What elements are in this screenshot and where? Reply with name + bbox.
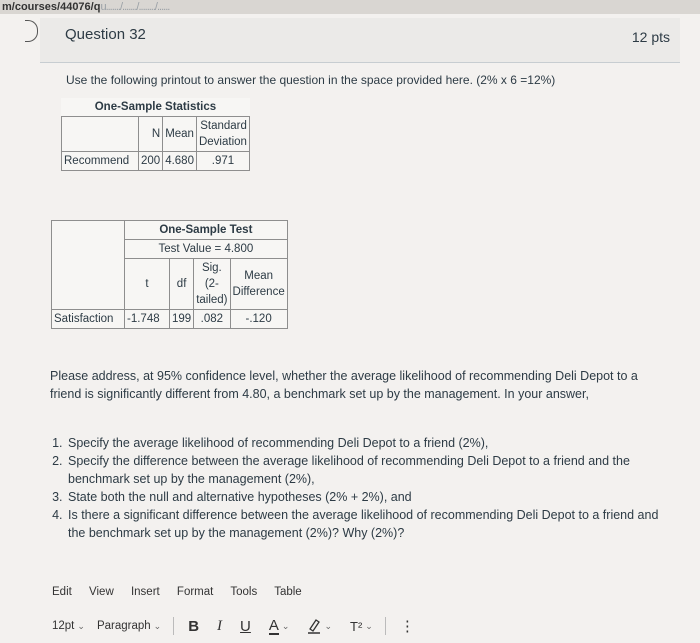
url-text: m/courses/44076/q [2,1,101,13]
browser-url-bar[interactable] [0,0,700,14]
chevron-down-icon: ⌄ [77,620,85,631]
question-header [40,18,680,63]
url-blurred-text: u......./......./......../...... [100,1,170,13]
col-sig: Sig. (2- tailed) [194,259,230,310]
toolbar-divider [385,617,386,635]
cell-mean: 4.680 [163,152,197,171]
menu-table[interactable]: Table [274,586,302,598]
menu-tools[interactable]: Tools [230,586,258,598]
menu-insert[interactable]: Insert [130,586,160,598]
highlighter-icon [307,618,321,634]
table-row [52,310,288,329]
list-item: 4. Is there a significant difference between the average likelihood of recommending Deli Depot to a friend and the benchmark set up by the management (2%)? Why (2%)? [66,506,676,542]
question-items-list [50,434,676,542]
italic-button[interactable]: I [217,617,223,634]
block-format-select[interactable]: Paragraph ⌄ [96,620,162,632]
cell-std-dev: .971 [196,152,249,171]
question-points: 12 pts [631,29,670,45]
question-title: Question 32 [65,26,146,43]
col-std-dev: Standard Deviation [196,117,249,152]
test-value: Test Value = 4.800 [125,240,288,259]
cell-sig: .082 [194,310,230,329]
toolbar-divider [173,617,174,635]
list-item: 1. Specify the average likelihood of recommending Deli Depot to a friend (2%), [66,434,676,452]
col-t: t [125,259,170,310]
editor-menubar [52,586,316,598]
table-title: One-Sample Test [125,221,288,240]
menu-format[interactable]: Format [176,586,214,598]
table-row [62,152,250,171]
superscript-button[interactable]: T² ⌄ [350,618,373,634]
editor-toolbar [52,614,415,638]
chevron-down-icon: ⌄ [365,620,373,631]
chevron-down-icon: ⌄ [153,620,162,631]
col-df: df [170,259,194,310]
cell-df: 199 [170,310,194,329]
list-item: 3. State both the null and alternative hypotheses (2% + 2%), and [66,488,676,506]
table-title: One-Sample Statistics [94,101,217,113]
underline-button[interactable]: U [240,617,251,635]
table-header-row [62,117,250,152]
menu-view[interactable]: View [89,586,114,598]
menu-edit[interactable]: Edit [52,586,72,598]
col-n: N [139,117,163,152]
col-mean-difference: Mean Difference [230,259,287,310]
row-label: Recommend [62,152,139,171]
highlight-button[interactable] [307,618,332,634]
cell-mean-difference: -.120 [230,310,287,329]
bold-button[interactable]: B [188,617,200,635]
question-paragraph: Please address, at 95% confidence level, whether the average likelihood of recommending Deli Depot to a friend is significantly different from 4.80, a benchmark set up by the management. In your answer, [50,369,638,401]
one-sample-test-table [51,220,288,329]
table-header-row [52,259,288,310]
one-sample-statistics-table [61,98,250,171]
question-instruction: Use the following printout to answer the question in the space provided here. (2% x 6 =12%) [66,73,556,87]
chevron-down-icon: ⌄ [324,620,332,631]
text-color-button[interactable]: A ⌄ [268,616,290,634]
more-options-icon[interactable]: ⋮ [399,618,415,635]
row-label: Satisfaction [52,310,125,329]
cell-t: -1.748 [125,310,170,329]
list-item: 2. Specify the difference between the average likelihood of recommending Deli Depot to a friend and the benchmark set up by the management (2%), [66,452,676,488]
col-mean: Mean [163,117,197,152]
chevron-down-icon: ⌄ [281,620,290,631]
font-size-select[interactable]: 12pt ⌄ [52,620,85,632]
question-flag-icon[interactable] [25,20,38,42]
cell-n: 200 [139,152,163,171]
